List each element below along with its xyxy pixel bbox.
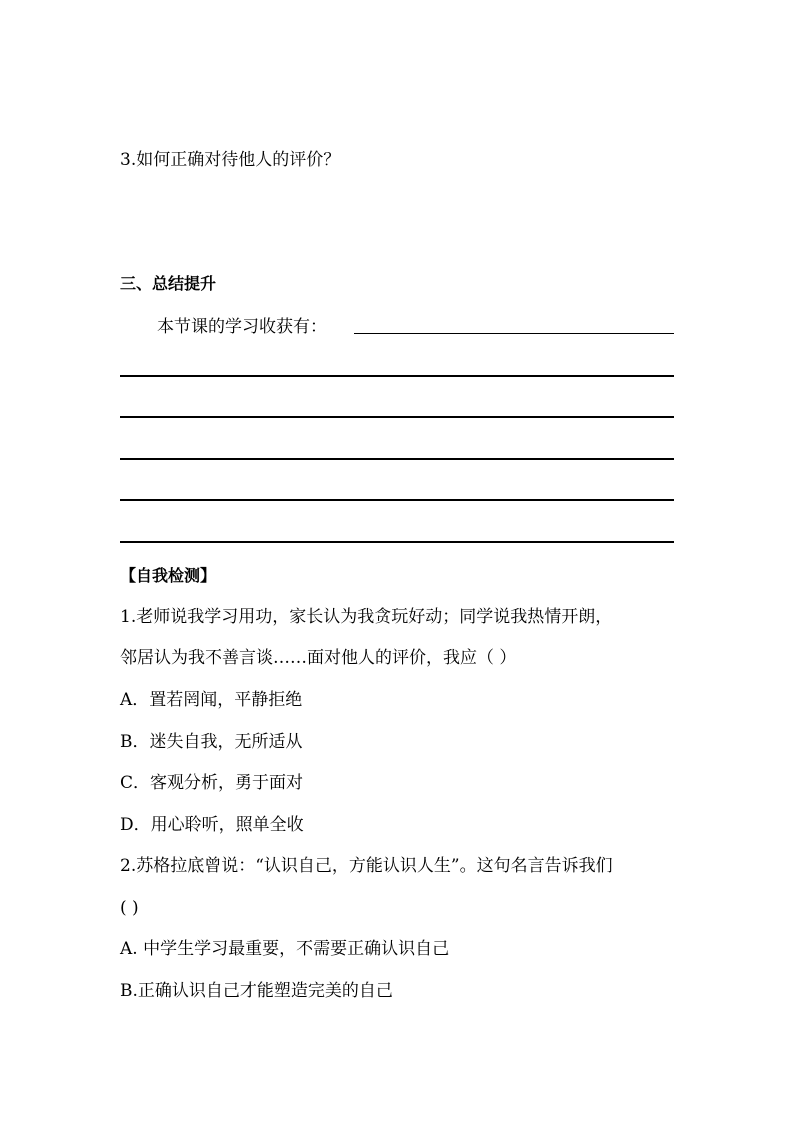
q1-line-1: 1.老师说我学习用功，家长认为我贪玩好动；同学说我热情开朗， xyxy=(120,607,613,627)
gains-label: 本节课的学习收获有： xyxy=(157,317,327,337)
q2-line-2: ( ) xyxy=(120,898,139,918)
answer-line-4[interactable] xyxy=(120,499,674,501)
q1-line-2: 邻居认为我不善言谈……面对他人的评价，我应（ ） xyxy=(120,648,517,668)
section-summary-title: 三、总结提升 xyxy=(120,274,217,293)
q1-option-c: C．客观分析，勇于面对 xyxy=(120,773,304,793)
q1-option-d: D．用心聆听，照单全收 xyxy=(120,815,304,835)
self-check-title: 【自我检测】 xyxy=(120,566,217,585)
answer-line-1[interactable] xyxy=(120,375,674,377)
q1-option-b: B．迷失自我，无所适从 xyxy=(120,732,303,752)
question-3: 3.如何正确对待他人的评价？ xyxy=(120,150,341,170)
q2-line-1: 2.苏格拉底曾说：“认识自己，方能认识人生”。这句名言告诉我们 xyxy=(120,856,613,876)
q2-option-a: A. 中学生学习最重要，不需要正确认识自己 xyxy=(120,939,450,959)
answer-line-gains[interactable] xyxy=(354,333,674,334)
answer-line-5[interactable] xyxy=(120,541,674,543)
answer-line-2[interactable] xyxy=(120,416,674,418)
answer-line-3[interactable] xyxy=(120,458,674,460)
q2-option-b: B.正确认识自己才能塑造完美的自己 xyxy=(120,981,393,1001)
q1-option-a: A．置若罔闻，平静拒绝 xyxy=(120,690,303,710)
